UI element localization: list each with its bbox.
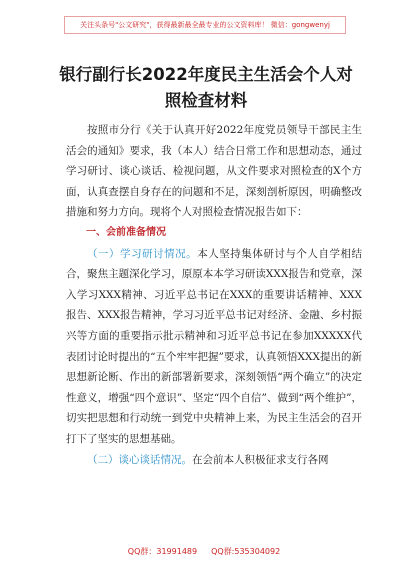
footer-contact (0, 546, 408, 557)
promo-banner (64, 16, 346, 34)
document-body (66, 120, 362, 470)
study-text: 本人坚持集体研讨与个人自学相结合，聚焦主题深化学习，原原本本学习研读XXX报告和党章，深入学习XXX精神、习近平总书记在XXX的重要讲话精神、XXX报告、XXX报告精神，学习习近平总书记对经济、金融、乡村振兴等方面的重要指示批示精神和习近平总书记在参加XXXXX代表团讨论时提出的“五个牢牢把握”要求，认真领悟XXX提出的新思想新论断、作出的新部署新要求，深刻领悟“两个确立”的决定性意义，增强“四个意识”、坚定“四个自信”、做到“两个维护”，切实把思想和行动统一到党中央精神上来，为民主生活会的召开打下了坚实的思想基础。 (66, 247, 363, 445)
footer-qq-group-2: QQ群:535304092 (211, 547, 281, 556)
talk-paragraph (66, 450, 362, 471)
footer-qq-group-1: QQ群：31991489 (127, 547, 198, 556)
intro-paragraph: 按照市分行《关于认真开好2022年度党员领导干部民主生活会的通知》要求，我（本人）结合日常工作和思想动态，通过学习研讨、谈心谈话、检视问题，从文件要求对照检查的X个方面，认真查摆自身存在的问题和不足，深刻剖析原因，明确整改措施和努力方向。现将个人对照检查情况报告如下： (66, 124, 362, 219)
talk-text: 在会前本人积极征求支行各网 (192, 453, 329, 466)
sub-heading-study: （一）学习研讨情况。 (87, 247, 198, 260)
study-paragraph (66, 244, 362, 450)
section-heading-preparation: 一、会前准备情况 (86, 226, 166, 238)
promo-banner-text: 关注头条号"公文研究"，获得最新最全最专业的公文资料库！ 微信：gongwenyj (80, 21, 330, 29)
sub-heading-talk: （二）谈心谈话情况。 (87, 453, 192, 466)
document-title: 银行副行长2022年度民主生活会个人对照检查材料 (59, 65, 353, 110)
